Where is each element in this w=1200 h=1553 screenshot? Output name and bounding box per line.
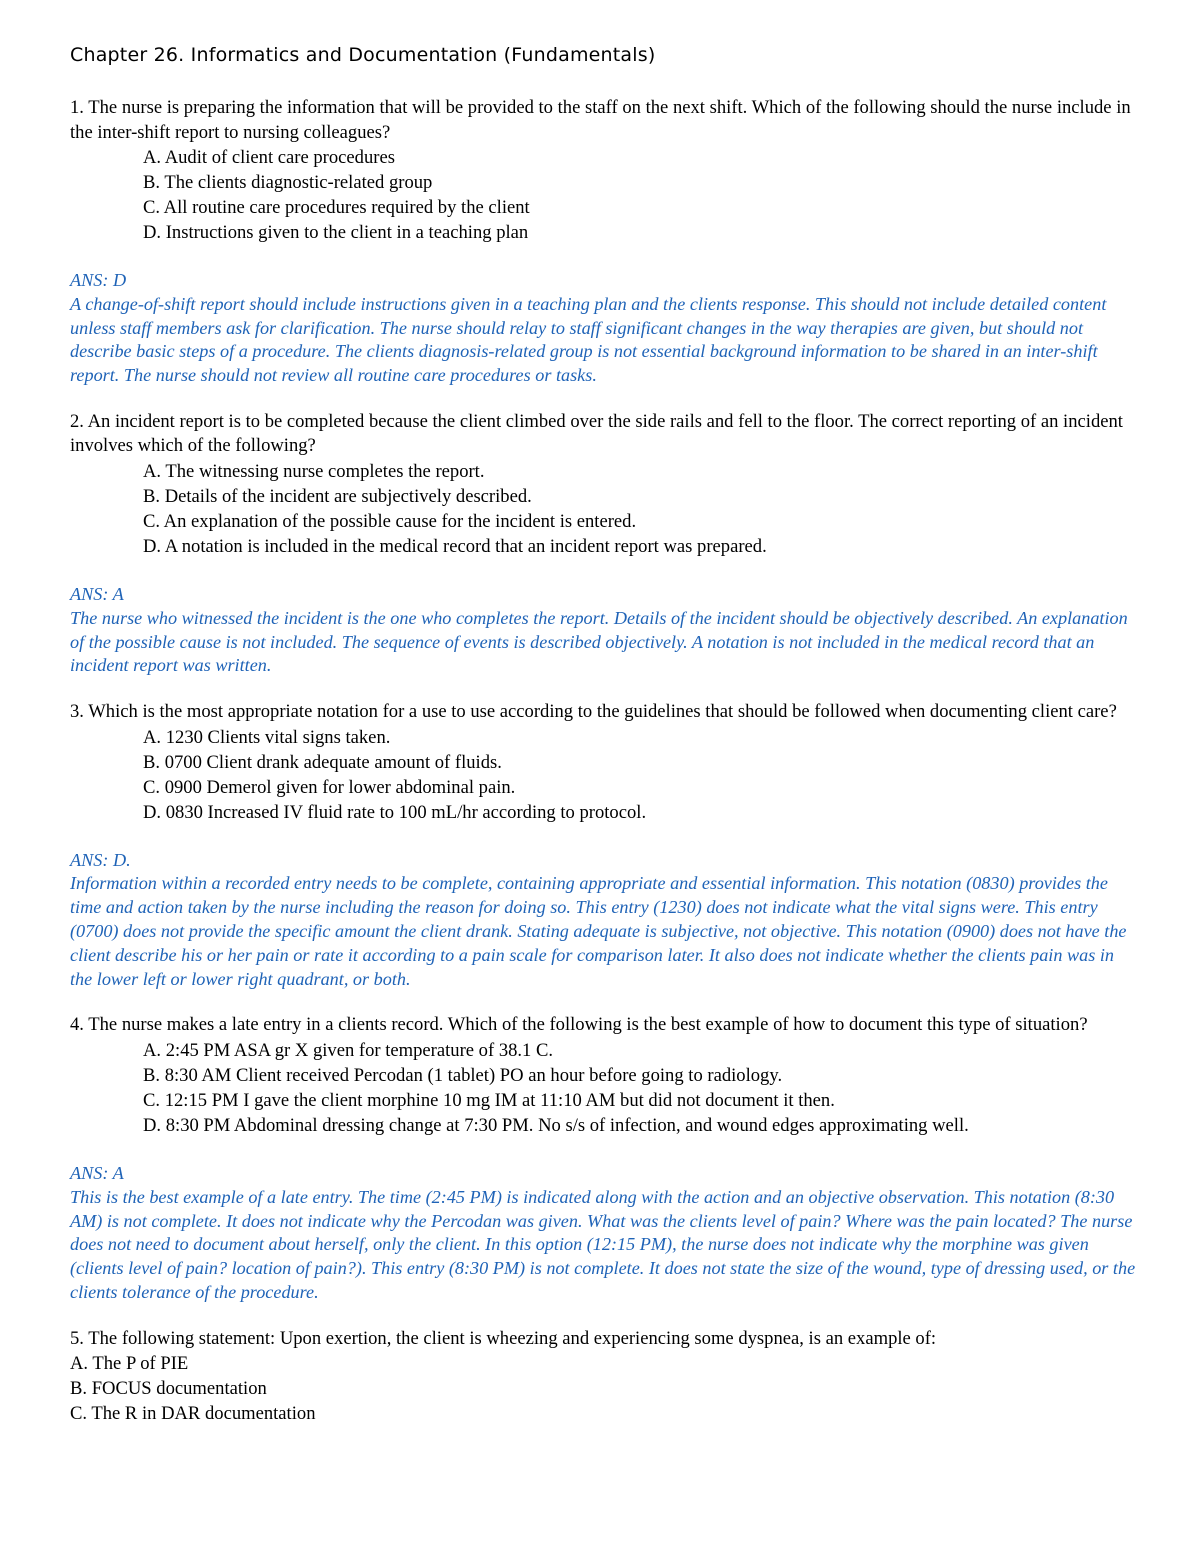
answer-label: ANS: A (70, 1162, 124, 1183)
question-4 (70, 1013, 1140, 1304)
question-stem: 3. Which is the most appropriate notation for a use to use according to the guidelines that should be followed when documenting client care? (70, 701, 1117, 723)
question-1 (70, 96, 1140, 388)
answer-rationale: The nurse who witnessed the incident is the one who completes the report. Details of the incident should be objectively described. An explanation of the possible cause is not included. The sequence of events is described objectively. A notation is not included in the medical record that an incident report was written. (70, 607, 1128, 676)
options-list (70, 1351, 1140, 1426)
answer-label: ANS: A (70, 583, 124, 604)
question-stem: 2. An incident report is to be completed because the client climbed over the side rails and fell to the floor. The correct reporting of an incident involves which of the following? (70, 410, 1123, 457)
option-c: C. An explanation of the possible cause for the incident is entered. (143, 510, 637, 532)
option-a: A. The witnessing nurse completes the report. (143, 460, 485, 482)
question-3 (70, 700, 1140, 991)
option-a: A. 1230 Clients vital signs taken. (143, 726, 391, 748)
option-b: B. The clients diagnostic-related group (143, 172, 433, 193)
option-d: D. Instructions given to the client in a teaching plan (143, 222, 529, 243)
options-list (70, 145, 1140, 245)
option-b: B. FOCUS documentation (70, 1378, 267, 1400)
option-b: B. 0700 Client drank adequate amount of fluids. (143, 751, 502, 773)
answer-label: ANS: D. (70, 849, 131, 870)
question-2 (70, 410, 1140, 678)
options-list (70, 1038, 1140, 1138)
option-b: B. 8:30 AM Client received Percodan (1 tablet) PO an hour before going to radiology. (143, 1064, 783, 1086)
option-b: B. Details of the incident are subjectively described. (143, 485, 532, 507)
document-title: Chapter 26. Informatics and Documentation (Fundamentals) (70, 44, 656, 66)
answer-block (70, 269, 1140, 388)
option-c: C. 12:15 PM I gave the client morphine 10 mg IM at 11:10 AM but did not document it then. (143, 1089, 835, 1111)
document-page (70, 40, 1140, 1448)
option-a: A. Audit of client care procedures (143, 147, 395, 168)
answer-block (70, 1162, 1140, 1305)
options-list (70, 459, 1140, 559)
question-5 (70, 1327, 1140, 1427)
option-c: C. All routine care procedures required by the client (143, 197, 530, 218)
option-a: A. 2:45 PM ASA gr X given for temperature of 38.1 C. (143, 1039, 554, 1061)
answer-rationale: This is the best example of a late entry. The time (2:45 PM) is indicated along with the action and an objective observation. This notation (8:30 AM) is not complete. It does not indicate why the Percodan was given. What was the clients level of pain? Where was the pain located? The nurse does not need to document about herself, only the client. In this option (12:15 PM), the nurse does not indicate why the morphine was given (clients level of pain? location of pain?). This entry (8:30 PM) is not complete. It does not state the size of the wound, type of dressing used, or the clients tolerance of the procedure. (70, 1186, 1136, 1302)
answer-rationale: A change-of-shift report should include instructions given in a teaching plan and the clients response. This should not include detailed content unless staff members ask for clarification. The nurse should relay to staff significant changes in the way therapies are given, but should not describe basic steps of a procedure. The clients diagnosis-related group is not essential background information to be shared in an inter-shift report. The nurse should not review all routine care procedures or tasks. (70, 293, 1107, 386)
option-d: D. A notation is included in the medical record that an incident report was prepared. (143, 535, 767, 557)
question-stem: 1. The nurse is preparing the information that will be provided to the staff on the next shift. Which of the following should the nurse include in the inter-shift report to nursing colleagues? (70, 97, 1131, 143)
option-c: C. The R in DAR documentation (70, 1403, 316, 1425)
answer-block (70, 583, 1140, 678)
option-c: C. 0900 Demerol given for lower abdominal pain. (143, 776, 516, 798)
answer-rationale: Information within a recorded entry needs to be complete, containing appropriate and essential information. This notation (0830) provides the time and action taken by the nurse including the reason for doing so. This entry (1230) does not indicate what the vital signs were. This entry (0700) does not provide the specific amount the client drank. Stating adequate is subjective, not objective. This notation (0900) does not have the client describe his or her pain or rate it according to a pain scale for comparison later. It also does not indicate whether the clients pain was in the lower left or lower right quadrant, or both. (70, 873, 1127, 989)
option-a: A. The P of PIE (70, 1353, 189, 1375)
question-stem: 5. The following statement: Upon exertion, the client is wheezing and experiencing some dyspnea, is an example of: (70, 1327, 937, 1349)
answer-label: ANS: D (70, 270, 127, 290)
answer-block (70, 849, 1140, 992)
option-d: D. 0830 Increased IV fluid rate to 100 mL/hr according to protocol. (143, 801, 647, 823)
question-stem: 4. The nurse makes a late entry in a clients record. Which of the following is the best example of how to document this type of situation? (70, 1014, 1088, 1036)
options-list (70, 725, 1140, 825)
option-d: D. 8:30 PM Abdominal dressing change at 7:30 PM. No s/s of infection, and wound edges approximating well. (143, 1114, 969, 1136)
